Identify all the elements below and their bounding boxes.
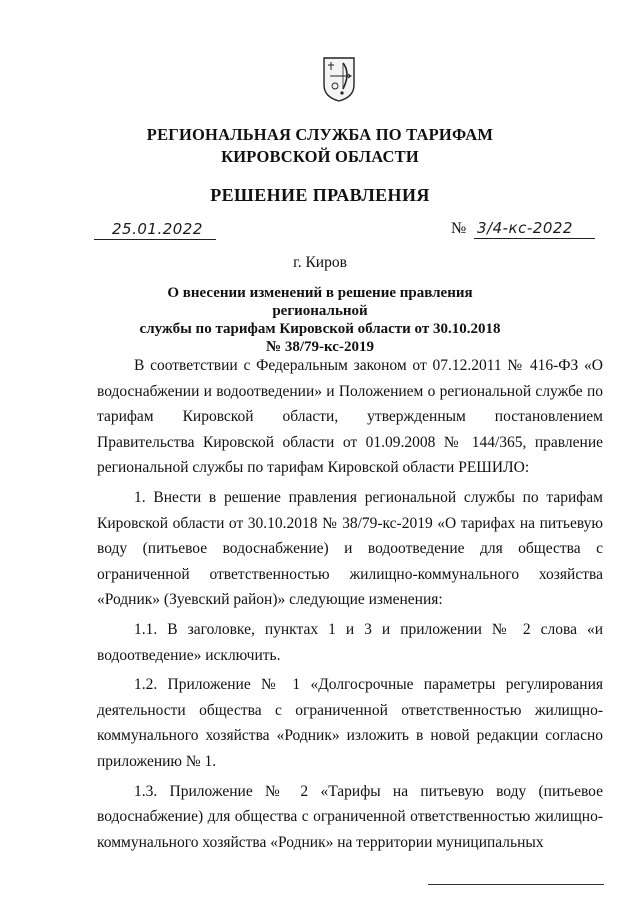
document-subject [120,284,520,356]
organization-title-line-1: РЕГИОНАЛЬНАЯ СЛУЖБА ПО ТАРИФАМ [146,125,494,144]
body-paragraph-1-2: 1.2. Приложение № 1 «Долгосрочные параметры регулирования деятельности общества с ограниченной ответственностью жилищно-коммунального хозяйства «Родник» изложить в новой редакции согласно приложению № 1. [97,676,603,770]
document-body [97,353,603,859]
coat-of-arms-emblem [321,55,357,103]
decision-title: РЕШЕНИЕ ПРАВЛЕНИЯ [210,185,430,205]
body-paragraph-1-1: 1.1. В заголовке, пунктах 1 и 3 и приложении № 2 слова «и водоотведение» исключить. [97,620,603,664]
body-paragraph-1-3: 1.3. Приложение № 2 «Тарифы на питьевую воду (питьевое водоснабжение) для общества с ограниченной ответственностью жилищно-коммунального хозяйства «Родник» на территории муниципальных [97,782,603,851]
body-paragraph-1: 1. Внести в решение правления региональной службы по тарифам Кировской области от 30.10.2018 № 38/79-кс-2019 «О тарифах на питьевую воду (питьевое водоснабжение) и водоотведение для общества с ограниченной ответственностью жилищно-коммунального хозяйства «Родник» (Зуевский район)» следующие изменения: [97,488,603,609]
subject-line-1: О внесении изменений в решение правления региональной [167,285,473,319]
handwritten-document-number: 3/4-кс-2022 [477,219,573,237]
subject-line-2: службы по тарифам Кировской области от 30.10.2018 [139,321,501,337]
organization-title-line-2: КИРОВСКОЙ ОБЛАСТИ [221,147,419,166]
body-paragraph-preamble: В соответствии с Федеральным законом от 07.12.2011 № 416-ФЗ «О водоснабжении и водоотведении» и Положением о региональной службе по тарифам Кировской области, утвержденным постановлением Правительства Кировской области от 01.09.2008 № 144/365, правление региональной службы по тарифам Кировской области РЕШИЛО: [97,357,603,477]
organization-title [0,124,640,168]
number-sign: № [451,220,467,237]
number-underline [474,238,595,239]
handwritten-date: 25.01.2022 [112,220,203,238]
date-field [94,221,216,240]
document-number-field [451,220,595,239]
city-label: г. Киров [293,254,347,271]
subject-line-3: № 38/79-кс-2019 [266,339,374,355]
footer-divider [428,884,604,885]
